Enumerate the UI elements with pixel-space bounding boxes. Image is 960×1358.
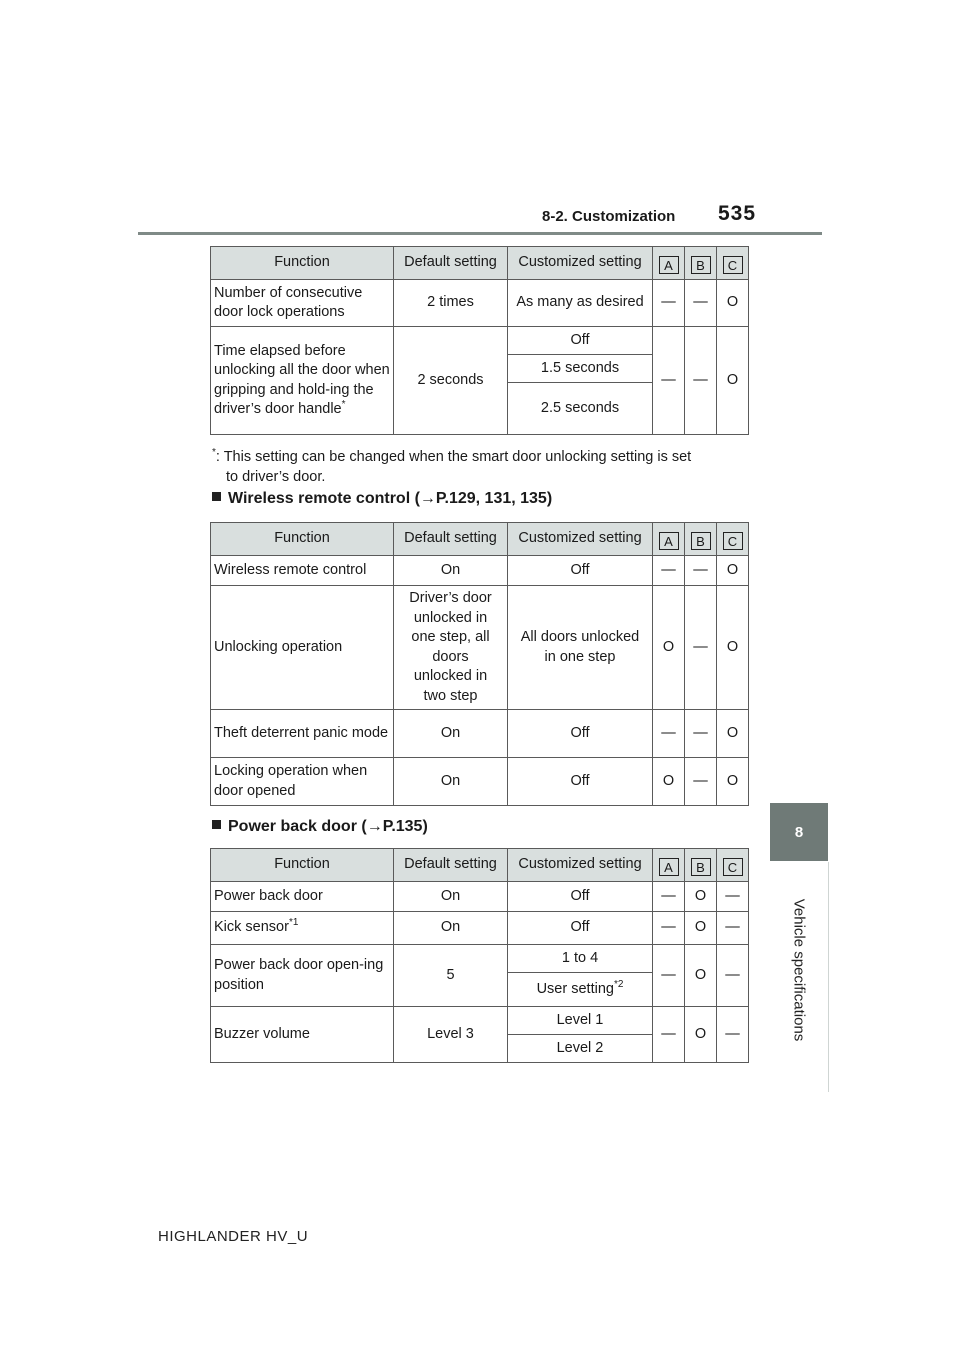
cell-b: O bbox=[685, 882, 717, 912]
cell-custom: 1 to 4 bbox=[508, 945, 653, 973]
cell-custom: 1.5 seconds bbox=[508, 355, 653, 383]
badge-c: C bbox=[723, 532, 743, 550]
cell-custom: 2.5 seconds bbox=[508, 383, 653, 435]
chapter-tab[interactable] bbox=[770, 803, 828, 861]
cell-custom: Level 2 bbox=[508, 1035, 653, 1063]
table-row bbox=[211, 945, 749, 973]
table-row bbox=[211, 327, 749, 355]
header-default: Default setting bbox=[394, 523, 508, 556]
badge-b: B bbox=[691, 858, 711, 876]
header-customized: Customized setting bbox=[508, 523, 653, 556]
page-reference-link[interactable]: P.135) bbox=[382, 818, 428, 835]
header-rule bbox=[138, 232, 822, 235]
cell-custom: Off bbox=[508, 912, 653, 945]
cell-function: Buzzer volume bbox=[211, 1007, 394, 1063]
cell-function-text: Kick sensor bbox=[214, 919, 289, 936]
badge-b: B bbox=[691, 532, 711, 550]
header-default: Default setting bbox=[394, 247, 508, 280]
header-a bbox=[653, 247, 685, 280]
cell-custom: Off bbox=[508, 758, 653, 806]
badge-c: C bbox=[723, 858, 743, 876]
cell-custom: All doors unlocked in one step bbox=[508, 586, 653, 710]
table-row bbox=[211, 586, 749, 710]
cell-default: On bbox=[394, 912, 508, 945]
cell-function: Locking operation when door opened bbox=[211, 758, 394, 806]
cell-a: — bbox=[653, 710, 685, 758]
chapter-title: Vehicle specifications bbox=[790, 898, 808, 1042]
page-number: 535 bbox=[718, 202, 757, 225]
door-lock-table bbox=[210, 246, 749, 435]
badge-a: A bbox=[659, 858, 679, 876]
cell-custom: Off bbox=[508, 556, 653, 586]
cell-a: O bbox=[653, 758, 685, 806]
cell-b: — bbox=[685, 710, 717, 758]
cell-custom: Level 1 bbox=[508, 1007, 653, 1035]
cell-c: — bbox=[717, 945, 749, 1007]
cell-b: — bbox=[685, 586, 717, 710]
cell-a: — bbox=[653, 912, 685, 945]
header-a bbox=[653, 849, 685, 882]
cell-default: On bbox=[394, 556, 508, 586]
header-b bbox=[685, 849, 717, 882]
footnote-ref: *1 bbox=[288, 917, 299, 929]
side-rule bbox=[828, 862, 829, 1092]
table-row bbox=[211, 758, 749, 806]
table-row bbox=[211, 1007, 749, 1035]
cell-function: Power back door bbox=[211, 882, 394, 912]
cell-a: — bbox=[653, 945, 685, 1007]
section-heading-power-back-door bbox=[212, 818, 428, 836]
table-header-row bbox=[211, 247, 749, 280]
table-row bbox=[211, 882, 749, 912]
cell-c: — bbox=[717, 882, 749, 912]
cell-default: Level 3 bbox=[394, 1007, 508, 1063]
cell-c: O bbox=[717, 280, 749, 327]
cell-default: On bbox=[394, 758, 508, 806]
footnote bbox=[212, 448, 752, 487]
page-reference-link[interactable]: P.129, 131, 135) bbox=[435, 490, 553, 507]
cell-custom: As many as desired bbox=[508, 280, 653, 327]
header-function: Function bbox=[211, 247, 394, 280]
cell-b: O bbox=[685, 945, 717, 1007]
wireless-remote-table bbox=[210, 522, 749, 806]
cell-b: — bbox=[685, 556, 717, 586]
model-footer: HIGHLANDER HV_U bbox=[158, 1228, 309, 1245]
badge-b: B bbox=[691, 256, 711, 274]
section-title: 8-2. Customization bbox=[542, 208, 676, 225]
footnote-ref: * bbox=[341, 399, 346, 411]
cell-c: O bbox=[717, 758, 749, 806]
arrow-icon: → bbox=[419, 490, 436, 507]
cell-function-text: Time elapsed before unlocking all the door when gripping and hold-ing the driver’s door handle bbox=[214, 342, 390, 417]
cell-a: — bbox=[653, 280, 685, 327]
arrow-icon: → bbox=[366, 818, 383, 835]
cell-custom bbox=[508, 973, 653, 1007]
cell-function: Theft deterrent panic mode bbox=[211, 710, 394, 758]
header-c bbox=[717, 523, 749, 556]
cell-c: O bbox=[717, 327, 749, 435]
cell-a: — bbox=[653, 1007, 685, 1063]
square-bullet-icon bbox=[212, 492, 221, 501]
header-function: Function bbox=[211, 849, 394, 882]
badge-c: C bbox=[723, 256, 743, 274]
footnote-mark: * bbox=[212, 447, 216, 459]
cell-c: O bbox=[717, 556, 749, 586]
table-header-row bbox=[211, 523, 749, 556]
cell-default: 2 times bbox=[394, 280, 508, 327]
power-back-door-table bbox=[210, 848, 749, 1063]
table-row bbox=[211, 710, 749, 758]
cell-function: Power back door open-ing position bbox=[211, 945, 394, 1007]
cell-default: Driver’s door unlocked in one step, all doors unlocked in two step bbox=[394, 586, 508, 710]
table-row bbox=[211, 556, 749, 586]
header-a bbox=[653, 523, 685, 556]
cell-function bbox=[211, 327, 394, 435]
cell-b: — bbox=[685, 758, 717, 806]
cell-c: O bbox=[717, 710, 749, 758]
square-bullet-icon bbox=[212, 820, 221, 829]
badge-a: A bbox=[659, 256, 679, 274]
heading-text: Power back door ( bbox=[228, 818, 367, 835]
header-default: Default setting bbox=[394, 849, 508, 882]
header-b bbox=[685, 523, 717, 556]
cell-c: — bbox=[717, 1007, 749, 1063]
cell-a: — bbox=[653, 327, 685, 435]
table-header-row bbox=[211, 849, 749, 882]
table-row bbox=[211, 912, 749, 945]
cell-function bbox=[211, 912, 394, 945]
chapter-number: 8 bbox=[794, 823, 804, 841]
cell-b: O bbox=[685, 912, 717, 945]
cell-custom: Off bbox=[508, 882, 653, 912]
cell-custom-text: User setting bbox=[536, 980, 614, 997]
table-row bbox=[211, 280, 749, 327]
cell-a: — bbox=[653, 556, 685, 586]
header-b bbox=[685, 247, 717, 280]
badge-a: A bbox=[659, 532, 679, 550]
cell-b: — bbox=[685, 327, 717, 435]
header-function: Function bbox=[211, 523, 394, 556]
cell-custom: Off bbox=[508, 710, 653, 758]
cell-function: Wireless remote control bbox=[211, 556, 394, 586]
header-c bbox=[717, 247, 749, 280]
header-customized: Customized setting bbox=[508, 247, 653, 280]
cell-c: O bbox=[717, 586, 749, 710]
footnote-line1: : This setting can be changed when the smart door unlocking setting is set bbox=[215, 449, 692, 465]
cell-b: O bbox=[685, 1007, 717, 1063]
cell-default: 2 seconds bbox=[394, 327, 508, 435]
footnote-line2: to driver’s door. bbox=[226, 468, 326, 485]
cell-default: On bbox=[394, 882, 508, 912]
cell-c: — bbox=[717, 912, 749, 945]
heading-text: Wireless remote control ( bbox=[228, 490, 420, 507]
header-c bbox=[717, 849, 749, 882]
cell-function: Number of consecutive door lock operations bbox=[211, 280, 394, 327]
section-heading-wireless bbox=[212, 490, 552, 508]
cell-a: — bbox=[653, 882, 685, 912]
cell-custom: Off bbox=[508, 327, 653, 355]
cell-default: 5 bbox=[394, 945, 508, 1007]
cell-default: On bbox=[394, 710, 508, 758]
header-customized: Customized setting bbox=[508, 849, 653, 882]
cell-b: — bbox=[685, 280, 717, 327]
cell-a: O bbox=[653, 586, 685, 710]
footnote-ref: *2 bbox=[613, 978, 624, 990]
cell-function: Unlocking operation bbox=[211, 586, 394, 710]
